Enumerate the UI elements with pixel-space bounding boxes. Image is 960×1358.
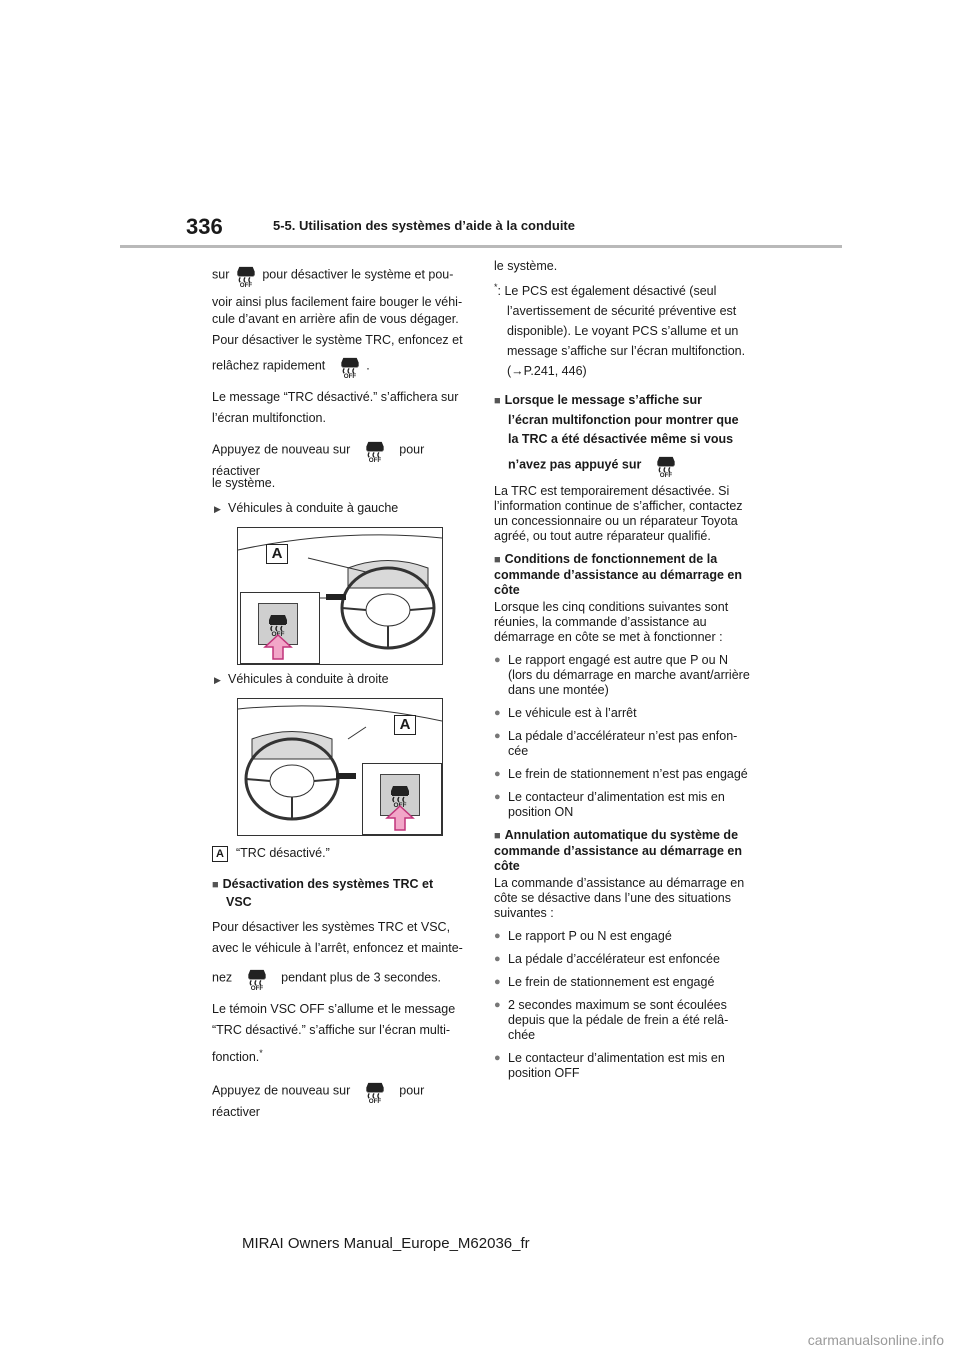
- header-rule: [120, 245, 842, 248]
- heading-conditions: ■ Conditions de fonctionnement de la commande d’assistance au démarrage en côte: [494, 552, 750, 598]
- trc-off-icon: [362, 437, 388, 463]
- section-title: 5-5. Utilisation des systèmes d’aide à la conduite: [273, 218, 575, 233]
- list-item: ● Le contacteur d’alimentation est mis en position ON: [494, 790, 750, 820]
- label-A: A: [394, 715, 416, 735]
- list-item: ● 2 secondes maximum se sont écoulées depuis que la pédale de frein a été relâ-chée: [494, 998, 750, 1043]
- press-arrow-icon: [263, 633, 293, 661]
- lhd-label: ▶ Véhicules à conduite à gauche: [214, 500, 472, 517]
- right-column: le système. *: Le PCS est également désactivé (seul l’avertissement de sécurité préventive est disponible). Le voyant PCS s’allume et un message s’affiche sur l’écran multifonction. (→P.241, 446) ■ Lorsque le message s’affiche sur l’écran multifonction pour montrer que la TRC a été désactivée même si vous n’avez pas appuyé sur La TRC est temporairement désactivée. Si l’information continue de s’afficher, contactez un concessionnaire ou un réparateur Toyota agréé, ou tout autre réparateur qualifié. ■ Conditions de fonctionnement de la commande d’assistance au démarrage en côte Lorsque les cinq conditions suivantes sont réunies, la commande d’assistance au démarrage en côte se met à fonctionner : ● Le rapport engagé est autre que P ou N (lors du démarrage en marche avant/arrière dans une montée) ● Le véhicule est à l’arrêt ● La pédale d’accélérateur n’est pas enfon-cée ● Le frein de stationnement n’est pas engagé ● Le contacteur d’alimentation est mis en position ON ■ Annulation automatique du système de commande d’assistance au démarrage en côte La commande d’assistance au démarrage en côte se désactive dans l’une des situations suivantes : ● Le rapport P ou N est engagé ● La pédale d’accélérateur est enfoncée ● Le frein de stationnement est engagé ● 2 secondes maximum se sont écoulées depuis que la pédale de frein a été relâ-chée ● Le contacteur d’alimentation est mis en position OFF: [494, 258, 750, 1081]
- watermark: carmanualsonline.info: [807, 1332, 944, 1348]
- heading-deactivation: ■ Désactivation des systèmes TRC et: [212, 876, 472, 894]
- trc-off-icon: [362, 1078, 388, 1104]
- heading-message: ■ Lorsque le message s’affiche sur: [494, 392, 750, 410]
- figure-caption: A “TRC désactivé.”: [212, 845, 472, 862]
- list-item: ● Le frein de stationnement n’est pas engagé: [494, 767, 750, 782]
- label-A: A: [266, 544, 288, 564]
- rhd-label: ▶ Véhicules à conduite à droite: [214, 671, 389, 688]
- list-item: ● Le rapport P ou N est engagé: [494, 929, 750, 944]
- trc-off-icon: [233, 262, 259, 288]
- list-item: ● Le contacteur d’alimentation est mis en position OFF: [494, 1051, 750, 1081]
- left-column-lower: A “TRC désactivé.” ■ Désactivation des systèmes TRC et VSC Pour désactiver les systèmes TRC et VSC, avec le véhicule à l’arrêt, enfoncez et mainte- nez pendant plus de 3 secondes. Le témoin VSC OFF s’allume et le message “TRC désactivé.” s’affiche sur l’écran multi- fonction.* Appuyez de nouveau sur pour réactiver: [212, 845, 472, 1108]
- figure-rhd: [237, 698, 443, 836]
- heading-cancel: ■ Annulation automatique du système de commande d’assistance au démarrage en côte: [494, 828, 750, 874]
- figure-lhd: [237, 527, 443, 665]
- press-arrow-icon: [385, 804, 415, 832]
- trc-off-icon: [653, 452, 679, 478]
- trc-off-icon: [244, 965, 270, 991]
- list-item: ● Le véhicule est à l’arrêt: [494, 706, 750, 721]
- footer: MIRAI Owners Manual_Europe_M62036_fr: [242, 1235, 530, 1252]
- page-number: 336: [186, 214, 223, 239]
- list-item: ● Le frein de stationnement est engagé: [494, 975, 750, 990]
- inset-switch: [240, 592, 320, 664]
- trc-off-icon: [337, 353, 363, 379]
- list-item: ● La pédale d’accélérateur est enfoncée: [494, 952, 750, 967]
- list-item: ● Le rapport engagé est autre que P ou N (lors du démarrage en marche avant/arrière dans une montée): [494, 653, 750, 698]
- inset-switch: [362, 763, 442, 835]
- left-column: sur pour désactiver le système et pou- voir ainsi plus facilement faire bouger le véhi- cule d’avant en arrière afin de vous dégager. Pour désactiver le système TRC, enfoncez et relâchez rapidement . Le message “TRC désactivé.” s’affichera sur l’écran multifonction. Appuyez de nouveau sur pour réactiver le système. ▶ Véhicules à conduite à gauche: [212, 262, 472, 517]
- list-item: ● La pédale d’accélérateur n’est pas enfon-cée: [494, 729, 750, 759]
